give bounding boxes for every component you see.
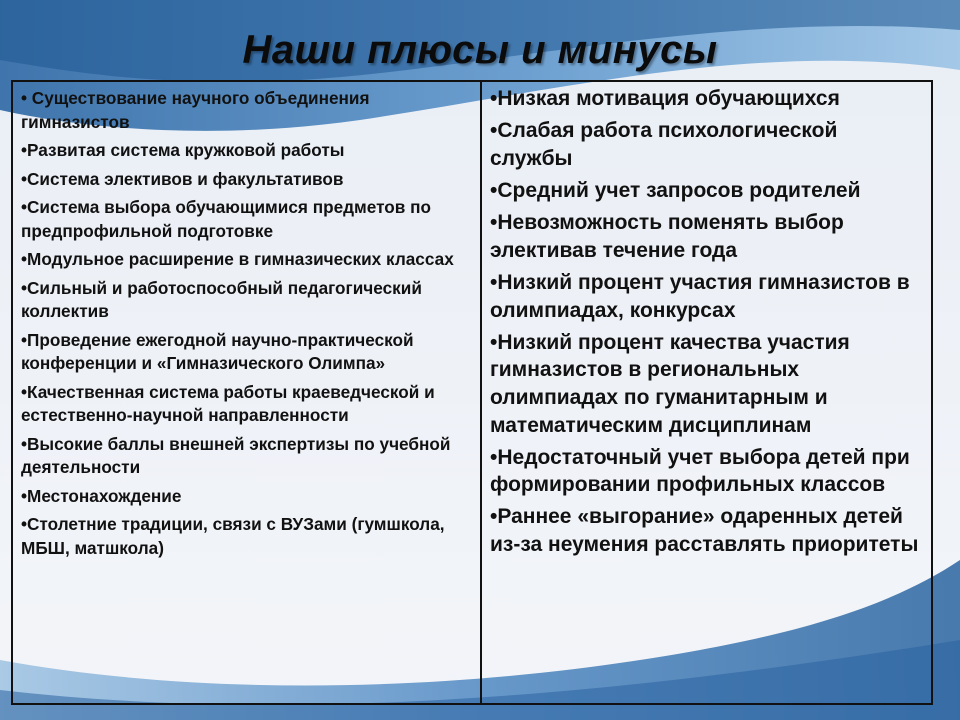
list-item: •Система выбора обучающимися предметов по предпрофильной подготовке: [21, 197, 431, 241]
page-title: Наши плюсы и минусы: [242, 28, 718, 72]
list-item: •Качественная система работы краеведческой и естественно-научной направленности: [21, 381, 435, 425]
list-item: •Высокие баллы внешней экспертизы по учебной деятельности: [21, 433, 451, 477]
list-item: •Модульное расширение в гимназических классах: [21, 249, 454, 269]
list-item: •Сильный и работоспособный педагогический коллектив: [21, 277, 422, 321]
list-item: •Низкий процент участия гимназистов в олимпиадах, конкурсах: [490, 270, 910, 322]
list-item: •Низкий процент качества участия гимназистов в региональных олимпиадах по гуманитарным и математическим дисциплинам: [490, 330, 850, 437]
list-item: •Раннее «выгорание» одаренных детей из-за неумения расставлять приоритеты: [490, 505, 919, 557]
pluses-column: [13, 82, 482, 703]
list-item: •Средний учет запросов родителей: [490, 178, 861, 202]
list-item: •Система элективов и факультативов: [21, 168, 344, 189]
list-item: •Невозможность поменять выбор элективав течение года: [490, 211, 844, 262]
list-item: • Существование научного объединения гимназистов: [21, 88, 370, 132]
list-item: •Проведение ежегодной научно-практической конференции и «Гимназического Олимпа»: [21, 329, 414, 373]
list-item: •Недостаточный учет выбора детей при формировании профильных классов: [490, 445, 910, 497]
pros-cons-table: [11, 80, 933, 705]
list-item: •Местонахождение: [21, 485, 182, 506]
list-item: •Столетние традиции, связи с ВУЗами (гумшкола, МБШ, матшкола): [21, 514, 445, 558]
list-item: •Развитая система кружковой работы: [21, 140, 345, 160]
minuses-column: [482, 82, 931, 703]
list-item: •Низкая мотивация обучающихся: [490, 87, 840, 110]
list-item: •Слабая работа психологической службы: [490, 119, 838, 170]
